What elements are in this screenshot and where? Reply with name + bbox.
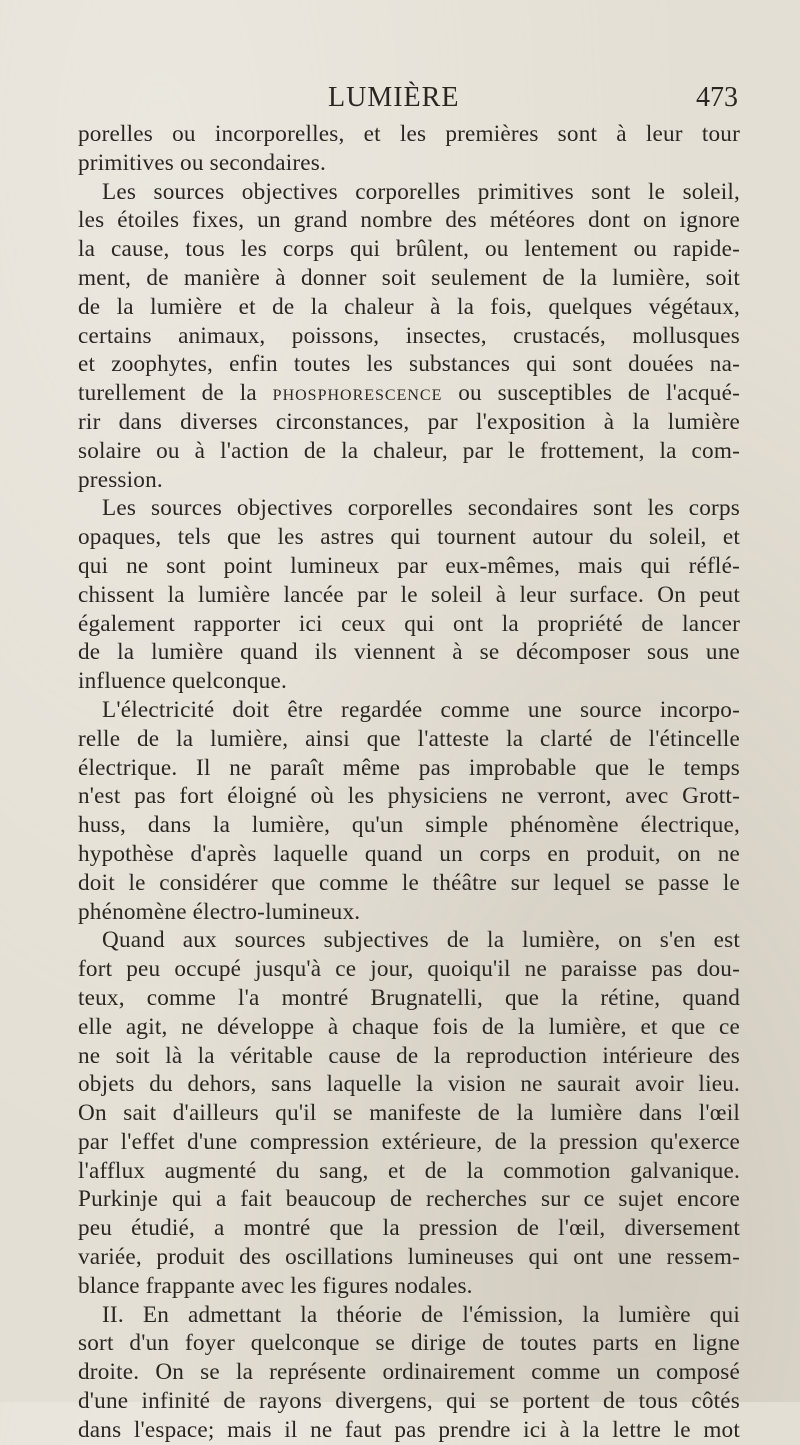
text-line: fort peu occupé jusqu'à ce jour, quoiqu'il ne paraisse pas dou- [78, 956, 740, 983]
text-line: Les sources objectives corporelles secondaires sont les corps [102, 495, 740, 522]
text-line: d'une infinité de rayons divergens, qui se portent de tous côtés [78, 1388, 740, 1415]
text-line: également rapporter ici ceux qui ont la propriété de lancer [78, 610, 740, 637]
text-line: de la lumière et de la chaleur à la fois, quelques végétaux, [78, 293, 740, 320]
running-title: LUMIÈRE [328, 82, 460, 113]
text-line: par l'effet d'une compression extérieure, de la pression qu'exerce [78, 1128, 740, 1155]
text-line: opaques, tels que les astres qui tournent autour du soleil, et [78, 524, 740, 551]
text-line: variée, produit des oscillations lumineuses qui ont une ressem- [78, 1244, 740, 1271]
text-line: l'afflux augmenté du sang, et de la commotion galvanique. [78, 1157, 740, 1184]
page-header [78, 82, 738, 118]
body-text [78, 120, 740, 1445]
text-line: Les sources objectives corporelles primitives sont le soleil, [102, 178, 740, 205]
page-number: 473 [696, 82, 738, 113]
smallcaps-term: phosphorescence [272, 380, 443, 407]
text-line: sort d'un foyer quelconque se dirige de toutes parts en ligne [78, 1330, 740, 1357]
text-line: chissent la lumière lancée par le soleil à leur surface. On peut [78, 581, 740, 608]
text-line: turellement de la phosphorescence ou susceptibles de l'acqué- [78, 380, 740, 407]
text-line: porelles ou incorporelles, et les premières sont à leur tour [78, 121, 740, 147]
text-line: influence quelconque. [78, 668, 287, 695]
text-line: blance frappante avec les figures nodales. [78, 1272, 473, 1299]
text-line: primitives ou secondaires. [78, 149, 326, 176]
text-line: phénomène électro-lumineux. [78, 898, 361, 925]
text-line: II. En admettant la théorie de l'émission, la lumière qui [102, 1301, 740, 1328]
text-line: électrique. Il ne paraît même pas improbable que le temps [78, 754, 740, 781]
text-line: et zoophytes, enfin toutes les substances qui sont douées na- [78, 351, 740, 378]
text-line: elle agit, ne développe à chaque fois de la lumière, et que ce [78, 1013, 740, 1040]
text-line: ne soit là la véritable cause de la reproduction intérieure des [78, 1042, 740, 1069]
text-line: ment, de manière à donner soit seulement de la lumière, soit [78, 264, 740, 291]
text-line: L'électricité doit être regardée comme une source incorpo- [102, 696, 740, 723]
text-line: objets du dehors, sans laquelle la vision ne saurait avoir lieu. [78, 1071, 740, 1098]
text-line: dans l'espace; mais il ne faut pas prendre ici à la lettre le mot [78, 1416, 740, 1443]
text-line: solaire ou à l'action de la chaleur, par le frottement, la com- [78, 437, 740, 464]
text-line: n'est pas fort éloigné où les physiciens ne verront, avec Grott- [78, 783, 740, 810]
text-line: la cause, tous les corps qui brûlent, ou lentement ou rapide- [78, 236, 740, 263]
text-line: pression. [78, 466, 163, 493]
text-line: rir dans diverses circonstances, par l'exposition à la lumière [78, 408, 740, 435]
text-line: les étoiles fixes, un grand nombre des météores dont on ignore [78, 207, 740, 234]
text-line: doit le considérer que comme le théâtre sur lequel se passe le [78, 869, 740, 896]
text-line: certains animaux, poissons, insectes, crustacés, mollusques [78, 322, 740, 349]
text-line: droite. On se la représente ordinairement comme un composé [78, 1359, 740, 1386]
text-line: Purkinje qui a fait beaucoup de recherches sur ce sujet encore [78, 1186, 740, 1213]
text-line: teux, comme l'a montré Brugnatelli, que la rétine, quand [78, 984, 740, 1011]
text-line: peu étudié, a montré que la pression de l'œil, diversement [78, 1215, 740, 1242]
text-line: huss, dans la lumière, qu'un simple phénomène électrique, [78, 812, 740, 839]
text-line: On sait d'ailleurs qu'il se manifeste de la lumière dans l'œil [78, 1100, 740, 1127]
text-line: qui ne sont point lumineux par eux-mêmes, mais qui réflé- [78, 552, 740, 579]
text-line: hypothèse d'après laquelle quand un corps en produit, on ne [78, 840, 740, 867]
text-line: relle de la lumière, ainsi que l'atteste la clarté de l'étincelle [78, 725, 740, 752]
text-line: de la lumière quand ils viennent à se décomposer sous une [78, 639, 740, 666]
text-line: Quand aux sources subjectives de la lumière, on s'en est [102, 927, 740, 954]
